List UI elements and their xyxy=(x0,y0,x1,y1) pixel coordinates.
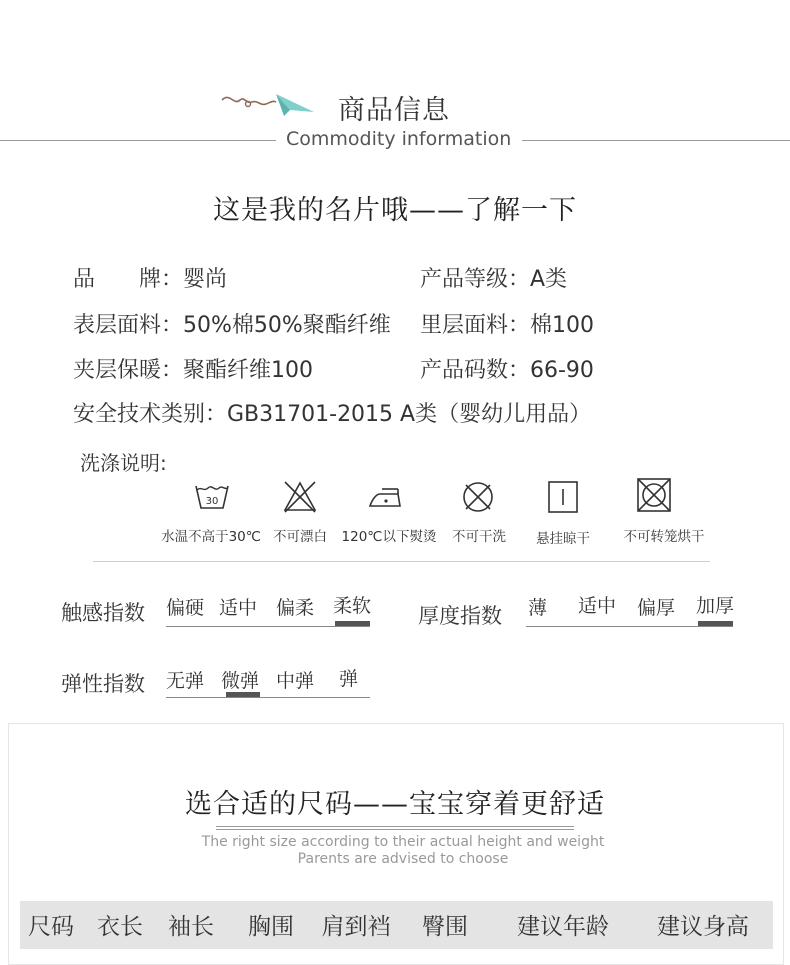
wash-label-iron: 120℃以下熨烫 xyxy=(341,529,437,545)
size-table-column-header: 衣长 xyxy=(97,914,143,940)
elasticity-scale-marker xyxy=(226,692,260,697)
elasticity-index-label: 弹性指数 xyxy=(61,672,145,696)
elasticity-option: 无弹 xyxy=(166,670,205,692)
iron-low-icon xyxy=(366,478,404,516)
thickness-option-selected: 加厚 xyxy=(696,595,735,617)
size-table-column-header: 建议年龄 xyxy=(517,914,609,940)
size-table-column-header: 肩到裆 xyxy=(321,914,391,940)
spec-sizes: 产品码数：66-90 xyxy=(420,358,594,383)
size-table-column-header: 臀围 xyxy=(422,914,468,940)
thickness-index-label: 厚度指数 xyxy=(418,604,502,628)
size-subtitle-line2: Parents are advised to choose xyxy=(297,851,509,867)
touch-option: 适中 xyxy=(219,597,258,619)
wash-label-temp: 水温不高于30℃ xyxy=(161,529,261,545)
size-title-underline xyxy=(216,826,574,827)
elasticity-scale-line xyxy=(166,697,370,698)
thickness-option: 薄 xyxy=(528,597,548,619)
paper-plane-icon xyxy=(220,88,316,122)
size-table-column-header: 袖长 xyxy=(168,914,214,940)
spec-filling: 夹层保暖：聚酯纤维100 xyxy=(73,358,313,383)
elasticity-option: 中弹 xyxy=(276,670,315,692)
section-subtitle: Commodity information xyxy=(286,128,512,150)
touch-option: 偏柔 xyxy=(276,597,315,619)
wash-label-no-tumble: 不可转笼烘干 xyxy=(623,529,705,545)
elasticity-option-selected: 微弹 xyxy=(221,670,260,692)
size-table-column-header: 尺码 xyxy=(28,914,74,940)
spec-brand: 品 牌：婴尚 xyxy=(73,267,228,292)
section-title: 商品信息 xyxy=(338,95,450,126)
thickness-scale-marker xyxy=(698,621,733,626)
spec-outer-fabric: 表层面料：50%棉50%聚酯纤维 xyxy=(73,313,391,338)
size-section-title: 选合适的尺码——宝宝穿着更舒适 xyxy=(185,789,605,820)
thickness-scale-line xyxy=(526,626,733,627)
no-bleach-icon xyxy=(281,478,319,516)
size-table-column-header: 建议身高 xyxy=(657,914,749,940)
header-divider-right xyxy=(522,140,790,141)
svg-text:30: 30 xyxy=(205,496,219,507)
slogan: 这是我的名片哦——了解一下 xyxy=(213,195,577,226)
size-table-column-header: 胸围 xyxy=(248,914,294,940)
thickness-option: 适中 xyxy=(578,595,617,617)
wash-label-hang-dry: 悬挂晾干 xyxy=(536,531,590,547)
hang-dry-icon xyxy=(544,478,582,516)
no-dry-clean-icon xyxy=(459,478,497,516)
wash-label-no-dry-clean: 不可干洗 xyxy=(452,529,506,545)
touch-index-label: 触感指数 xyxy=(61,601,145,625)
header-divider-left xyxy=(0,140,276,141)
size-title-underline-2 xyxy=(216,829,574,830)
thickness-option: 偏厚 xyxy=(637,597,676,619)
spec-safety: 安全技术类别：GB31701-2015 A类（婴幼儿用品） xyxy=(73,402,592,427)
touch-option-selected: 柔软 xyxy=(333,595,372,617)
wash-label-no-bleach: 不可漂白 xyxy=(273,529,327,545)
size-subtitle-line1: The right size according to their actual height and weight xyxy=(201,834,605,850)
section-divider xyxy=(93,561,710,562)
spec-grade: 产品等级：A类 xyxy=(420,267,568,292)
touch-scale-line xyxy=(166,626,370,627)
no-tumble-dry-icon xyxy=(635,476,673,514)
spec-lining-fabric: 里层面料：棉100 xyxy=(420,313,594,338)
touch-scale-marker xyxy=(335,621,370,626)
touch-option: 偏硬 xyxy=(166,597,205,619)
washing-title: 洗涤说明: xyxy=(80,451,167,475)
wash-30-icon xyxy=(193,478,231,516)
elasticity-option: 弹 xyxy=(339,668,359,690)
